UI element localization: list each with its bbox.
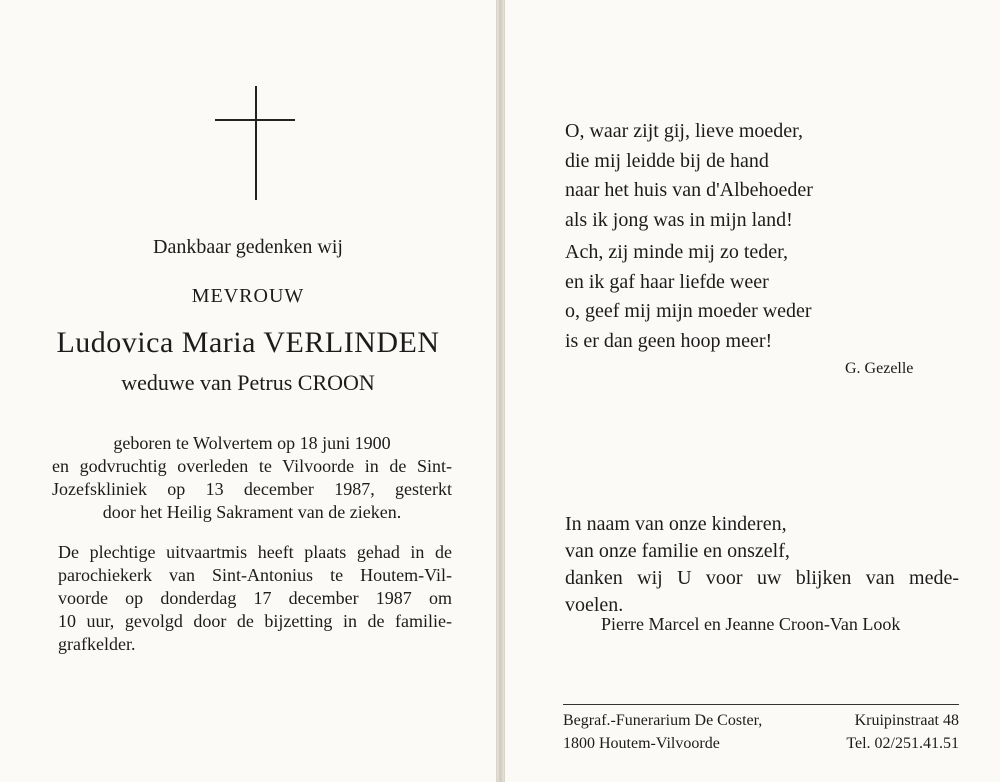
thanks-line: In naam van onze kinderen,: [565, 513, 787, 535]
title-text: MEVROUW: [191, 285, 305, 307]
thanks-paragraph: [565, 511, 959, 619]
left-page: [0, 0, 497, 782]
funeral-home-phone: Tel. 02/251.41.51: [846, 735, 959, 752]
footer-divider: [563, 704, 959, 705]
poem-author: G. Gezelle: [845, 360, 914, 377]
paragraph-line: en godvruchtig overleden te Vilvoorde in de Sint-: [52, 456, 452, 476]
poem-line: naar het huis van d'Albehoeder: [565, 179, 813, 201]
footer-line-1: [563, 712, 959, 730]
paragraph-line: door het Heilig Sakrament van de zieken.: [102, 502, 402, 522]
thanks-line: voelen.: [565, 594, 624, 616]
funeral-home-city: 1800 Houtem-Vilvoorde: [563, 735, 720, 752]
thanks-line: danken wij U voor uw blijken van mede-: [565, 567, 959, 589]
funeral-home-street: Kruipinstraat 48: [854, 712, 959, 729]
paragraph-line: parochiekerk van Sint-Antonius te Houtem-Vil-: [58, 565, 452, 585]
thanks-line: van onze familie en onszelf,: [565, 540, 790, 562]
poem-line: als ik jong was in mijn land!: [565, 208, 793, 231]
poem-stanza-2: [565, 238, 812, 356]
cross-icon: [215, 86, 295, 200]
poem-line: en ik gaf haar liefde weer: [565, 270, 769, 293]
paragraph-line: grafkelder.: [58, 634, 136, 654]
paragraph-line: Jozefskliniek op 13 december 1987, gesterkt: [52, 479, 452, 499]
footer-line-2: [563, 735, 959, 753]
right-page: [504, 0, 1000, 782]
poem-line: die mij leidde bij de hand: [565, 149, 769, 172]
deceased-name: Ludovica Maria VERLINDEN: [56, 326, 440, 359]
funeral-home-name: Begraf.-Funerarium De Coster,: [563, 712, 763, 729]
paragraph-line: De plechtige uitvaartmis heeft plaats gehad in de: [58, 542, 452, 562]
poem-line: is er dan geen hoop meer!: [565, 329, 773, 352]
card-fold: [497, 0, 504, 782]
poem-stanza-1: [565, 117, 813, 235]
funeral-paragraph: [58, 541, 452, 656]
birth-death-paragraph: [52, 432, 452, 524]
paragraph-line: 10 uur, gevolgd door de bijzetting in de familie-: [58, 611, 452, 631]
paragraph-line: voorde op donderdag 17 december 1987 om: [58, 588, 452, 608]
widow-of-text: weduwe van Petrus CROON: [121, 370, 375, 395]
poem-line: o, geef mij mijn moeder weder: [565, 300, 812, 322]
signers-text: Pierre Marcel en Jeanne Croon-Van Look: [601, 614, 901, 634]
poem-line: Ach, zij minde mij zo teder,: [565, 241, 789, 263]
dedication-text: Dankbaar gedenken wij: [153, 236, 343, 258]
poem-line: O, waar zijt gij, lieve moeder,: [565, 120, 803, 142]
paragraph-line: geboren te Wolvertem op 18 juni 1900: [113, 433, 391, 453]
